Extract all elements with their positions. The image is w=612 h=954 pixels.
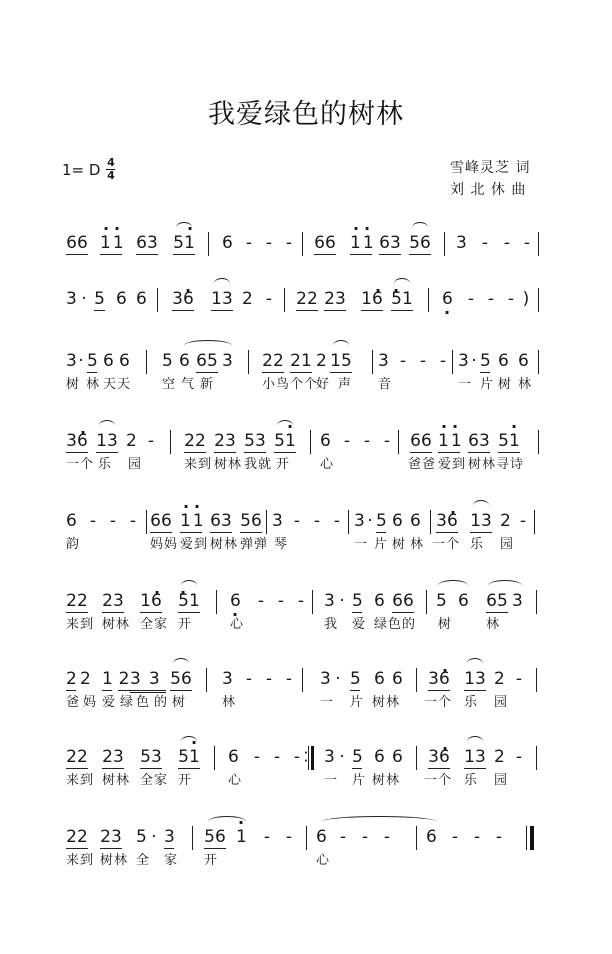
lyrics-line-3: 树 林 天天 空气新 小鸟个个 好 声 音 一 片 树 林 bbox=[66, 377, 533, 392]
time-signature: $\frac{4}{4}$ bbox=[107, 156, 115, 182]
note-group: 66 bbox=[66, 233, 88, 253]
credits bbox=[450, 157, 530, 201]
bar-line bbox=[208, 232, 209, 256]
lyrics-line-7: 爸妈 爱 绿 色 的 树 林 一 片 树林 一个 乐 园 bbox=[66, 695, 509, 710]
lyricist: 雪峰灵芝 词 bbox=[450, 160, 531, 176]
key-signature bbox=[62, 158, 115, 181]
lyrics-line-9: 来到 树林 全 家 开 心 bbox=[66, 853, 331, 868]
bar-line bbox=[302, 232, 303, 256]
repeat-end-bar: · · bbox=[304, 746, 314, 770]
lyrics-line-6: 来到 树林 全家 开 心 我 爱 绿色的 树 林 bbox=[66, 617, 501, 632]
lyrics-line-8: 来到 树林 全家 开 心 一 片 树林 一个 乐 园 bbox=[66, 773, 509, 788]
key-label: 1= D bbox=[62, 160, 101, 179]
bar-line bbox=[444, 232, 445, 256]
composer: 刘 北 休 曲 bbox=[450, 182, 527, 198]
bar-line bbox=[538, 232, 539, 256]
note-group-high: 11 bbox=[100, 233, 126, 253]
song-title: 我爱绿色的树林 bbox=[208, 99, 404, 130]
lyrics-line-4: 一个 乐 园 来到 树林 我就 开 心 爸爸 爱到 树林寻诗 bbox=[66, 457, 525, 472]
lyrics-line-5: 韵 妈妈 爱到 树林 弹弹 琴 一 片 树 林 一个 乐 园 bbox=[66, 537, 515, 552]
final-bar bbox=[526, 826, 534, 850]
note-group: 63 bbox=[136, 233, 158, 253]
note-group: 51 bbox=[173, 233, 195, 253]
